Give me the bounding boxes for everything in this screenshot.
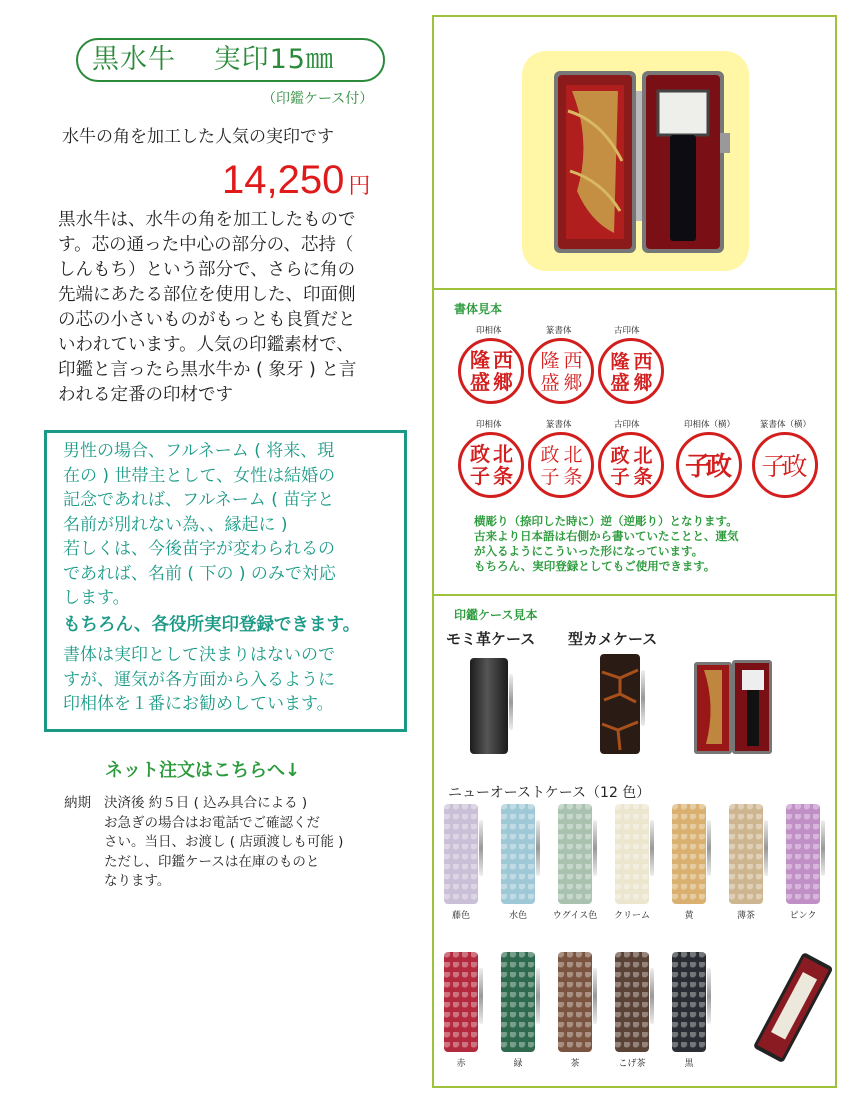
note-line: 横彫り（捺印した時に）逆（逆彫り）となります。	[474, 514, 738, 528]
seal-char: 子	[761, 452, 787, 481]
ostrich-case-swatch	[444, 952, 478, 1052]
seal-char: 政	[470, 442, 490, 466]
advice-line: 男性の場合、フルネーム ( 将来、現	[63, 441, 335, 461]
ostrich-case-swatch	[672, 804, 706, 904]
open-case-image	[692, 656, 780, 758]
seal-char: 条	[563, 466, 583, 488]
description-line: しんもち）という部分で、さらに角の	[58, 260, 356, 280]
seal-char: 北	[493, 442, 513, 466]
seal-char: 郷	[633, 372, 653, 394]
advice-line: 在の ) 世帯主として、女性は結婚の	[63, 465, 336, 486]
ostrich-case-swatch	[615, 804, 649, 904]
ostrich-case-swatch	[786, 804, 820, 904]
cases-section-title: 印鑑ケース見本	[454, 608, 538, 622]
delivery-line: 決済後 約５日 ( 込み具合による )	[104, 795, 308, 811]
description-line: 先端にあたる部位を使用した、印面側	[58, 285, 356, 305]
seal-char: 隆	[540, 350, 560, 372]
horizontal-style-note	[474, 514, 739, 574]
seal-char: 条	[493, 464, 513, 488]
tagline: 水牛の角を加工した人気の実印です	[62, 127, 334, 147]
advice-line: 印相体を１番にお勧めしています。	[63, 694, 334, 714]
seal-char: 北	[563, 444, 583, 466]
note-line: もちろん、実印登録としてもご使用できます。	[474, 559, 716, 573]
seal-char: 北	[633, 445, 653, 467]
color-label: ピンク	[789, 911, 817, 921]
advice-line: すが、運気が各方面から入るように	[63, 669, 335, 690]
note-line: 古来より日本語は右側から書いていたことと、運気	[474, 529, 739, 543]
ostrich-case-swatch	[729, 804, 763, 904]
style-label: 篆書体	[546, 326, 572, 336]
momi-leather-case-image	[470, 658, 508, 754]
seal-case-image	[522, 51, 749, 271]
seal-sample-tensho-horizontal	[752, 432, 818, 498]
product-photo	[522, 51, 749, 271]
style-label: 篆書体	[546, 420, 572, 430]
description-line: いわれています。人気の印鑑素材で、	[58, 335, 354, 355]
product-description	[58, 208, 408, 408]
delivery-line: さい。当日、お渡し ( 店頭渡しも可能 )	[104, 834, 344, 850]
seal-char: 隆	[470, 348, 490, 372]
color-label: こげ茶	[618, 1059, 646, 1069]
ostrich-case-swatch	[558, 952, 592, 1052]
delivery-line: なります。	[104, 873, 171, 889]
delivery-line: お急ぎの場合はお電話でご確認くだ	[104, 814, 320, 831]
seal-char: 条	[633, 466, 653, 488]
color-label: 赤	[456, 1059, 466, 1069]
description-line: われる定番の印材です	[58, 385, 233, 405]
advice-line: 名前が別れない為、、縁起に )	[63, 514, 288, 535]
advice-line: 若しくは、今後苗字が変わられるの	[63, 539, 335, 559]
writing-styles-panel	[432, 288, 837, 596]
seal-char: 隆	[610, 351, 630, 373]
seal-char: 西	[493, 348, 513, 372]
seal-sample-tensho	[528, 432, 594, 498]
seal-char: 盛	[610, 372, 630, 394]
style-label: 印相体（横）	[684, 420, 736, 430]
new-ost-case-heading: ニューオーストケース（12 色）	[448, 785, 651, 801]
color-label: 茶	[570, 1059, 580, 1069]
seal-char: 盛	[540, 372, 560, 394]
ostrich-case-swatch	[501, 804, 535, 904]
ostrich-case-swatch	[444, 804, 478, 904]
delivery-line: ただし、印鑑ケースは在庫のものと	[104, 853, 320, 870]
price-unit: 円	[348, 174, 371, 199]
advice-line: 書体は実印として決まりはないので	[63, 645, 335, 665]
seal-char: 郷	[493, 370, 513, 394]
seal-sample-insotai-horizontal	[676, 432, 742, 498]
seal-sample-insotai	[458, 338, 524, 404]
color-label: 黄	[684, 911, 694, 921]
color-label: 薄茶	[736, 911, 755, 921]
seal-char: 西	[633, 351, 653, 373]
advice-box	[44, 430, 407, 732]
registration-note: もちろん、各役所実印登録できます。	[63, 614, 361, 635]
description-line: 印鑑と言ったら黒水牛か ( 象牙 ) と言	[58, 360, 357, 380]
style-label: 印相体	[476, 420, 502, 430]
ostrich-case-swatch	[615, 952, 649, 1052]
description-line: の芯の小さいものがもっとも良質だと	[58, 310, 356, 330]
seal-char: 政	[705, 452, 733, 482]
seal-char: 政	[782, 452, 808, 481]
color-label: 藤色	[451, 911, 470, 921]
styles-section-title: 書体見本	[454, 302, 503, 316]
color-label: ウグイス色	[552, 911, 598, 921]
color-label: 水色	[508, 911, 527, 921]
seal-char: 子	[684, 452, 712, 482]
advice-line: であれば、名前 ( 下の ) のみで対応	[63, 563, 336, 584]
color-label: 緑	[513, 1059, 523, 1069]
case-included-note: （印鑑ケース付）	[262, 91, 374, 107]
seal-char: 政	[610, 445, 630, 467]
kata-case-heading: 型カメケース	[568, 630, 658, 648]
description-line: 黒水牛は、水牛の角を加工したもので	[58, 210, 356, 230]
description-line: す。芯の通った中心の部分の、芯持（	[58, 235, 354, 255]
delivery-label: 納期	[64, 795, 91, 811]
ostrich-case-swatch	[558, 804, 592, 904]
advice-line: 記念であれば、フルネーム ( 苗字と	[63, 490, 335, 510]
price-amount: 14,250	[222, 158, 345, 202]
seal-char: 郷	[563, 372, 583, 394]
seal-sample-koin	[598, 432, 664, 498]
color-label: クリーム	[613, 911, 650, 921]
seal-char: 子	[610, 466, 630, 488]
kata-kame-case-image	[600, 654, 640, 754]
price	[222, 158, 370, 203]
seal-char: 西	[563, 350, 583, 372]
seal-char: 政	[540, 444, 560, 466]
style-label: 古印体	[614, 326, 640, 336]
advice-line: します。	[63, 588, 130, 608]
note-line: が入るようにこういった形になっています。	[474, 544, 704, 558]
seal-sample-insotai	[458, 432, 524, 498]
product-title: 黒水牛 実印15㎜	[76, 38, 385, 82]
seal-sample-koin	[598, 338, 664, 404]
product-photo-panel	[432, 15, 837, 290]
ostrich-case-swatch	[501, 952, 535, 1052]
style-label: 古印体	[614, 420, 640, 430]
delivery-info	[64, 794, 343, 892]
case-samples-panel	[432, 594, 837, 1088]
style-label: 篆書体（横）	[760, 420, 812, 430]
momi-case-heading: モミ革ケース	[446, 630, 536, 648]
net-order-link[interactable]: ネット注文はこちらへ↓	[105, 760, 301, 781]
color-label: 黒	[684, 1059, 694, 1069]
seal-char: 子	[470, 464, 490, 488]
ostrich-case-swatch	[672, 952, 706, 1052]
seal-char: 子	[540, 466, 560, 488]
seal-sample-tensho	[528, 338, 594, 404]
style-label: 印相体	[476, 326, 502, 336]
seal-char: 盛	[470, 370, 490, 394]
open-ostrich-case-image	[754, 952, 834, 1064]
